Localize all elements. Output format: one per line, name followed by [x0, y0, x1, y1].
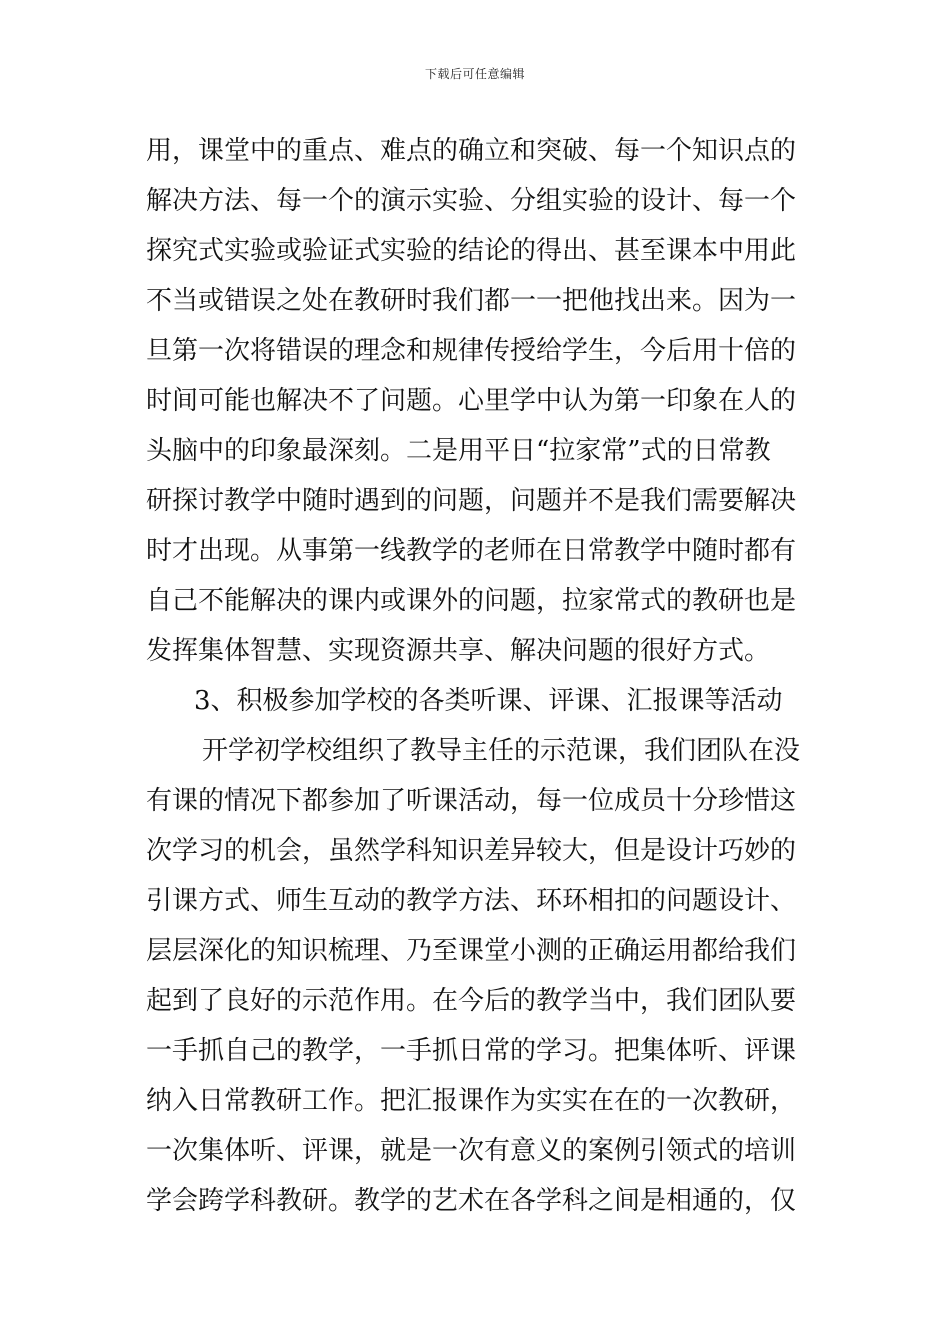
text-line: 研探讨教学中随时遇到的问题，问题并不是我们需要解决	[146, 486, 797, 516]
text-line: 一次集体听、评课，就是一次有意义的案例引领式的培训	[146, 1136, 797, 1166]
text-line: 有课的情况下都参加了听课活动，每一位成员十分珍惜这	[146, 786, 797, 816]
text-line: 时才出现。从事第一线教学的老师在日常教学中随时都有	[146, 536, 797, 566]
page-header: 下载后可任意编辑	[424, 67, 525, 81]
text-line: 探究式实验或验证式实验的结论的得出、甚至课本中用此	[146, 236, 797, 266]
text-line: 层层深化的知识梳理、乃至课堂小测的正确运用都给我们	[146, 936, 797, 966]
text-line: 次学习的机会，虽然学科知识差异较大，但是设计巧妙的	[146, 836, 797, 866]
text-line: 发挥集体智慧、实现资源共享、解决问题的很好方式。	[146, 636, 771, 666]
text-line: 学会跨学科教研。教学的艺术在各学科之间是相通的，仅	[146, 1186, 797, 1216]
text-line: 旦第一次将错误的理念和规律传授给学生，今后用十倍的	[146, 336, 797, 366]
text-line: 时间可能也解决不了问题。心里学中认为第一印象在人的	[146, 386, 797, 416]
section-heading: 3、积极参加学校的各类听课、评课、汇报课等活动	[194, 686, 783, 716]
body-text	[146, 126, 806, 1226]
text-line: 用，课堂中的重点、难点的确立和突破、每一个知识点的	[146, 136, 797, 166]
text-line: 不当或错误之处在教研时我们都一一把他找出来。因为一	[146, 286, 797, 316]
text-line: 引课方式、师生互动的教学方法、环环相扣的问题设计、	[146, 886, 797, 916]
text-line: 开学初学校组织了教导主任的示范课，我们团队在没	[202, 736, 801, 766]
text-line: 自己不能解决的课内或课外的问题，拉家常式的教研也是	[146, 586, 797, 616]
text-line: 解决方法、每一个的演示实验、分组实验的设计、每一个	[146, 186, 797, 216]
text-line: 起到了良好的示范作用。在今后的教学当中，我们团队要	[146, 986, 797, 1016]
text-line: 一手抓自己的教学，一手抓日常的学习。把集体听、评课	[146, 1036, 797, 1066]
text-line: 头脑中的印象最深刻。二是用平日“拉家常”式的日常教	[146, 436, 771, 466]
text-line: 纳入日常教研工作。把汇报课作为实实在在的一次教研，	[146, 1086, 797, 1116]
